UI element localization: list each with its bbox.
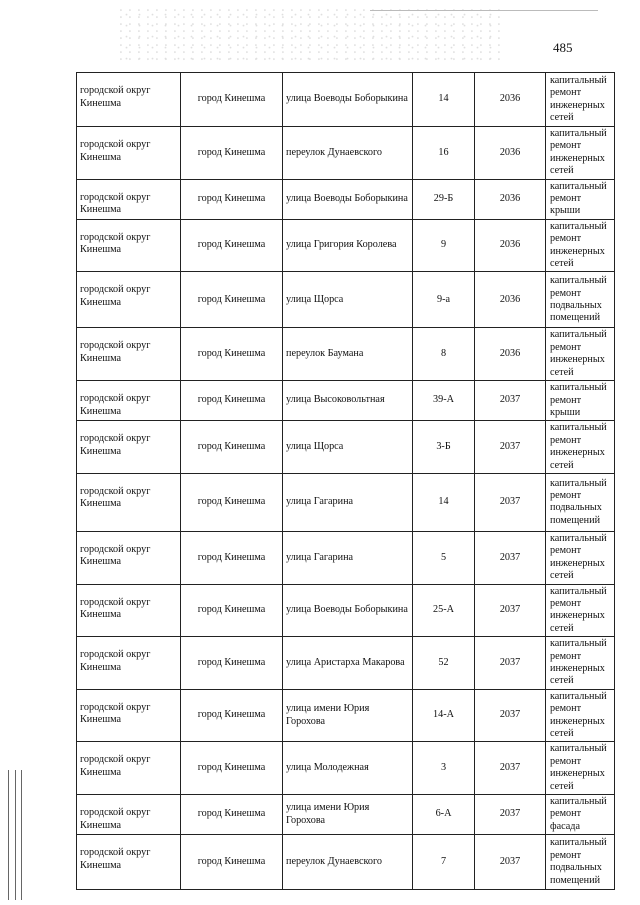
year-cell: 2037 [475,421,546,474]
table-row [77,795,615,835]
work-cell: капитальный ремонт инженерных сетей [546,421,615,474]
city-cell: город Кинешма [181,421,283,474]
street-cell: улица Щорса [283,421,413,474]
table-row [77,637,615,690]
city-cell: город Кинешма [181,531,283,584]
year-cell: 2037 [475,742,546,795]
scan-noise [120,8,500,63]
table-row [77,835,615,890]
table-row [77,531,615,584]
table-row [77,381,615,421]
house-cell: 5 [413,531,475,584]
work-cell: капитальный ремонт инженерных сетей [546,531,615,584]
city-cell: город Кинешма [181,835,283,890]
district-cell: городской округ Кинешма [77,835,181,890]
year-cell: 2037 [475,381,546,421]
city-cell: город Кинешма [181,584,283,637]
year-cell: 2036 [475,328,546,381]
work-cell: капитальный ремонт инженерных сетей [546,73,615,127]
house-cell: 3-Б [413,421,475,474]
city-cell: город Кинешма [181,73,283,127]
house-cell: 14-А [413,689,475,742]
year-cell: 2036 [475,272,546,328]
house-cell: 25-А [413,584,475,637]
street-cell: переулок Дунаевского [283,835,413,890]
street-cell: переулок Баумана [283,328,413,381]
work-cell: капитальный ремонт инженерных сетей [546,328,615,381]
district-cell: городской округ Кинешма [77,637,181,690]
city-cell: город Кинешма [181,381,283,421]
district-cell: городской округ Кинешма [77,742,181,795]
table-row [77,473,615,531]
year-cell: 2037 [475,473,546,531]
district-cell: городской округ Кинешма [77,127,181,180]
street-cell: улица Григория Королева [283,219,413,272]
district-cell: городской округ Кинешма [77,473,181,531]
house-cell: 14 [413,73,475,127]
city-cell: город Кинешма [181,637,283,690]
table-row [77,584,615,637]
work-cell: капитальный ремонт инженерных сетей [546,689,615,742]
year-cell: 2036 [475,219,546,272]
house-cell: 16 [413,127,475,180]
work-cell: капитальный ремонт подвальных помещений [546,272,615,328]
city-cell: город Кинешма [181,219,283,272]
house-cell: 52 [413,637,475,690]
city-cell: город Кинешма [181,272,283,328]
table-row [77,272,615,328]
page-number: 485 [553,40,573,55]
city-cell: город Кинешма [181,742,283,795]
street-cell: переулок Дунаевского [283,127,413,180]
work-cell: капитальный ремонт инженерных сетей [546,219,615,272]
work-cell: капитальный ремонт фасада [546,795,615,835]
year-cell: 2036 [475,179,546,219]
district-cell: городской округ Кинешма [77,689,181,742]
work-cell: капитальный ремонт инженерных сетей [546,127,615,180]
year-cell: 2037 [475,689,546,742]
city-cell: город Кинешма [181,689,283,742]
street-cell: улица Воеводы Боборыкина [283,179,413,219]
table-row [77,689,615,742]
house-cell: 39-А [413,381,475,421]
street-cell: улица Щорса [283,272,413,328]
district-cell: городской округ Кинешма [77,584,181,637]
table-row [77,73,615,127]
street-cell: улица Гагарина [283,473,413,531]
house-cell: 14 [413,473,475,531]
scan-edge-marks [6,770,28,900]
city-cell: город Кинешма [181,127,283,180]
street-cell: улица Воеводы Боборыкина [283,73,413,127]
table-row [77,127,615,180]
district-cell: городской округ Кинешма [77,795,181,835]
house-cell: 29-Б [413,179,475,219]
year-cell: 2037 [475,835,546,890]
year-cell: 2037 [475,795,546,835]
street-cell: улица имени Юрия Горохова [283,795,413,835]
house-cell: 6-А [413,795,475,835]
district-cell: городской округ Кинешма [77,73,181,127]
house-cell: 3 [413,742,475,795]
table-row [77,179,615,219]
street-cell: улица имени Юрия Горохова [283,689,413,742]
year-cell: 2036 [475,127,546,180]
work-cell: капитальный ремонт подвальных помещений [546,473,615,531]
street-cell: улица Высоковольтная [283,381,413,421]
district-cell: городской округ Кинешма [77,381,181,421]
top-rule [370,10,598,11]
house-cell: 8 [413,328,475,381]
district-cell: городской округ Кинешма [77,531,181,584]
house-cell: 9-а [413,272,475,328]
year-cell: 2037 [475,584,546,637]
year-cell: 2036 [475,73,546,127]
house-cell: 9 [413,219,475,272]
work-cell: капитальный ремонт инженерных сетей [546,742,615,795]
district-cell: городской округ Кинешма [77,421,181,474]
city-cell: город Кинешма [181,328,283,381]
work-cell: капитальный ремонт инженерных сетей [546,637,615,690]
table-row [77,219,615,272]
work-cell: капитальный ремонт крыши [546,179,615,219]
district-cell: городской округ Кинешма [77,219,181,272]
district-cell: городской округ Кинешма [77,328,181,381]
table-row [77,328,615,381]
street-cell: улица Воеводы Боборыкина [283,584,413,637]
work-cell: капитальный ремонт инженерных сетей [546,584,615,637]
district-cell: городской округ Кинешма [77,179,181,219]
table-body [77,73,615,890]
table-row [77,742,615,795]
table-row [77,421,615,474]
work-cell: капитальный ремонт подвальных помещений [546,835,615,890]
city-cell: город Кинешма [181,179,283,219]
year-cell: 2037 [475,637,546,690]
district-cell: городской округ Кинешма [77,272,181,328]
city-cell: город Кинешма [181,473,283,531]
year-cell: 2037 [475,531,546,584]
street-cell: улица Гагарина [283,531,413,584]
housing-repair-table [76,72,615,890]
street-cell: улица Аристарха Макарова [283,637,413,690]
city-cell: город Кинешма [181,795,283,835]
street-cell: улица Молодежная [283,742,413,795]
work-cell: капитальный ремонт крыши [546,381,615,421]
house-cell: 7 [413,835,475,890]
